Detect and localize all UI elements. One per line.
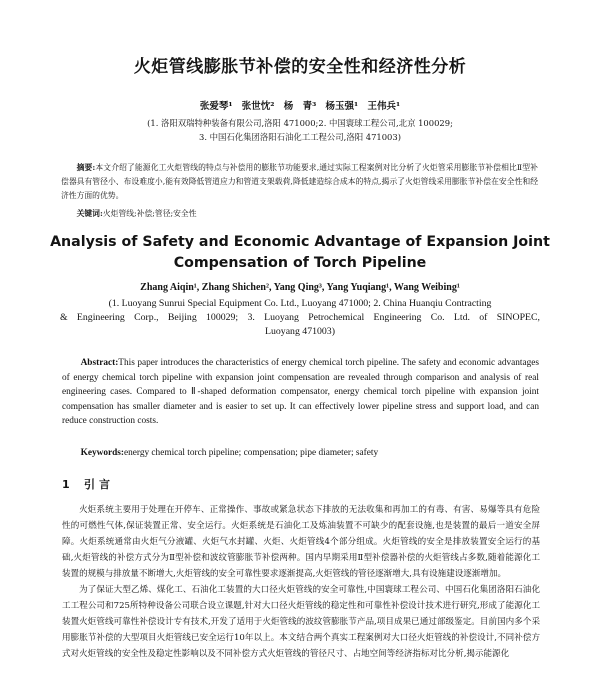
- chinese-abstract-label: 摘要:: [76, 163, 96, 172]
- chinese-abstract-text: 本文介绍了能源化工火炬管线的特点与补偿用的膨胀节功能要求,通过实际工程案例对比分析了火炬管采用膨胀节补偿相比Ⅱ型补偿器具有管径小、布设难度小,能有效降低管道应力和管道支架载荷,降低建造综合成本的特点,揭示了火炬管线采用膨胀节补偿在安全性和经济性方面的优势。: [61, 163, 538, 201]
- english-authors: Zhang Aiqin¹, Zhang Shichen², Yang Qing³, Yang Yuqiang¹, Wang Weibing¹: [140, 282, 460, 293]
- english-affiliation-line: & Engineering Corp., Beijing 100029; 3. Luoyang Petrochemical Engineering Co. Ltd. of SINOPEC,: [60, 312, 540, 323]
- english-keywords: [62, 446, 539, 460]
- english-title: [40, 232, 560, 274]
- section-heading: [62, 476, 262, 492]
- chinese-keywords: [61, 207, 538, 220]
- body-paragraph: 为了保证大型乙烯、煤化工、石油化工装置的大口径火炬管线的安全可靠性,中国寰球工程公司、中国石化集团洛阳石油化工工程公司和725所特种设备公司联合设立课题,针对大口径火炬管线的稳定性和可靠性补偿设计技术进行研究,形成了能源化工装置火炬管线可靠性补偿设计专有技术,开发了适用于火炬管线的波纹管膨胀节产品,项目成果已通过部级鉴定。目前国内多个采用膨胀节补偿的大型项目火炬管线已安全运行10年以上。本文结合两个真实工程案例对大口径火炬管线的补偿设计,不同补偿方式对火炬管线的安全性及稳定性影响以及不同补偿方式火炬管线的管径尺寸、占地空间等经济指标对比分析,揭示能源化: [62, 585, 540, 659]
- section-number: 1: [62, 478, 70, 491]
- section-title: 引言: [84, 478, 114, 491]
- chinese-keywords-label: 关键词:: [76, 209, 103, 218]
- english-abstract: [62, 356, 539, 429]
- chinese-title: 火炬管线膨胀节补偿的安全性和经济性分析: [133, 57, 467, 77]
- body-paragraph: 火炬系统主要用于处理在开停车、正常操作、事故或紧急状态下排放的无法收集和再加工的有毒、有害、易爆等具有危险性的可燃性气体,保证装置正常、安全运行。火炬系统是石油化工及炼油装置不可缺少的配套设施,也是装置的最后一道安全屏障。火炬系统通常由火炬气分液罐、火炬气水封罐、火炬、火炬管线4个部分组成。火炬管线的安全是排放装置安全运行的基础,火炬管线的补偿方式分为Ⅱ型补偿和波纹管膨胀节补偿两种。国内早期采用Ⅱ型补偿器补偿的火炬管线占多数,随着能源化工装置的规模与排放量不断增大,火炬管线的安全可靠性要求逐渐提高,火炬管线的管径逐渐增大,具有设施建设逐渐增加。: [62, 505, 540, 579]
- english-abstract-text: This paper introduces the characteristics of energy chemical torch pipeline. The safety and economic advantages of energy chemical torch pipeline with expansion joint compensation are revealed through comparison and analysis of real engineering cases. Compared to Ⅱ-shaped deformation compensator, energy chemical torch pipeline with expansion joint compensation has smaller diameter and is easier to set up. It can effectively lower pipeline stress and support load, and can reduce construction costs.: [62, 358, 539, 427]
- english-title-line: Analysis of Safety and Economic Advantage of Expansion Joint: [50, 234, 550, 250]
- english-keywords-label: Keywords:: [80, 448, 124, 458]
- chinese-authors: 张爱琴¹ 张世忱² 杨 青³ 杨玉强¹ 王伟兵¹: [199, 101, 401, 112]
- english-abstract-label: Abstract:: [80, 358, 119, 368]
- chinese-affiliation-line: (1. 洛阳双瑞特种装备有限公司,洛阳 471000;2. 中国寰球工程公司,北京 100029;: [147, 118, 453, 128]
- chinese-keywords-text: 火炬管线;补偿;管径;安全性: [102, 209, 197, 218]
- english-affiliation-line: (1. Luoyang Sunrui Special Equipment Co. Ltd., Luoyang 471000; 2. China Huanqiu Contracting: [108, 298, 492, 309]
- chinese-affiliation-line: 3. 中国石化集团洛阳石油化工工程公司,洛阳 471003): [199, 132, 401, 142]
- english-title-line: Compensation of Torch Pipeline: [173, 255, 427, 271]
- chinese-abstract: [61, 161, 538, 204]
- english-keywords-text: energy chemical torch pipeline; compensation; pipe diameter; safety: [123, 448, 379, 458]
- english-affiliation-line: Luoyang 471003): [265, 326, 335, 337]
